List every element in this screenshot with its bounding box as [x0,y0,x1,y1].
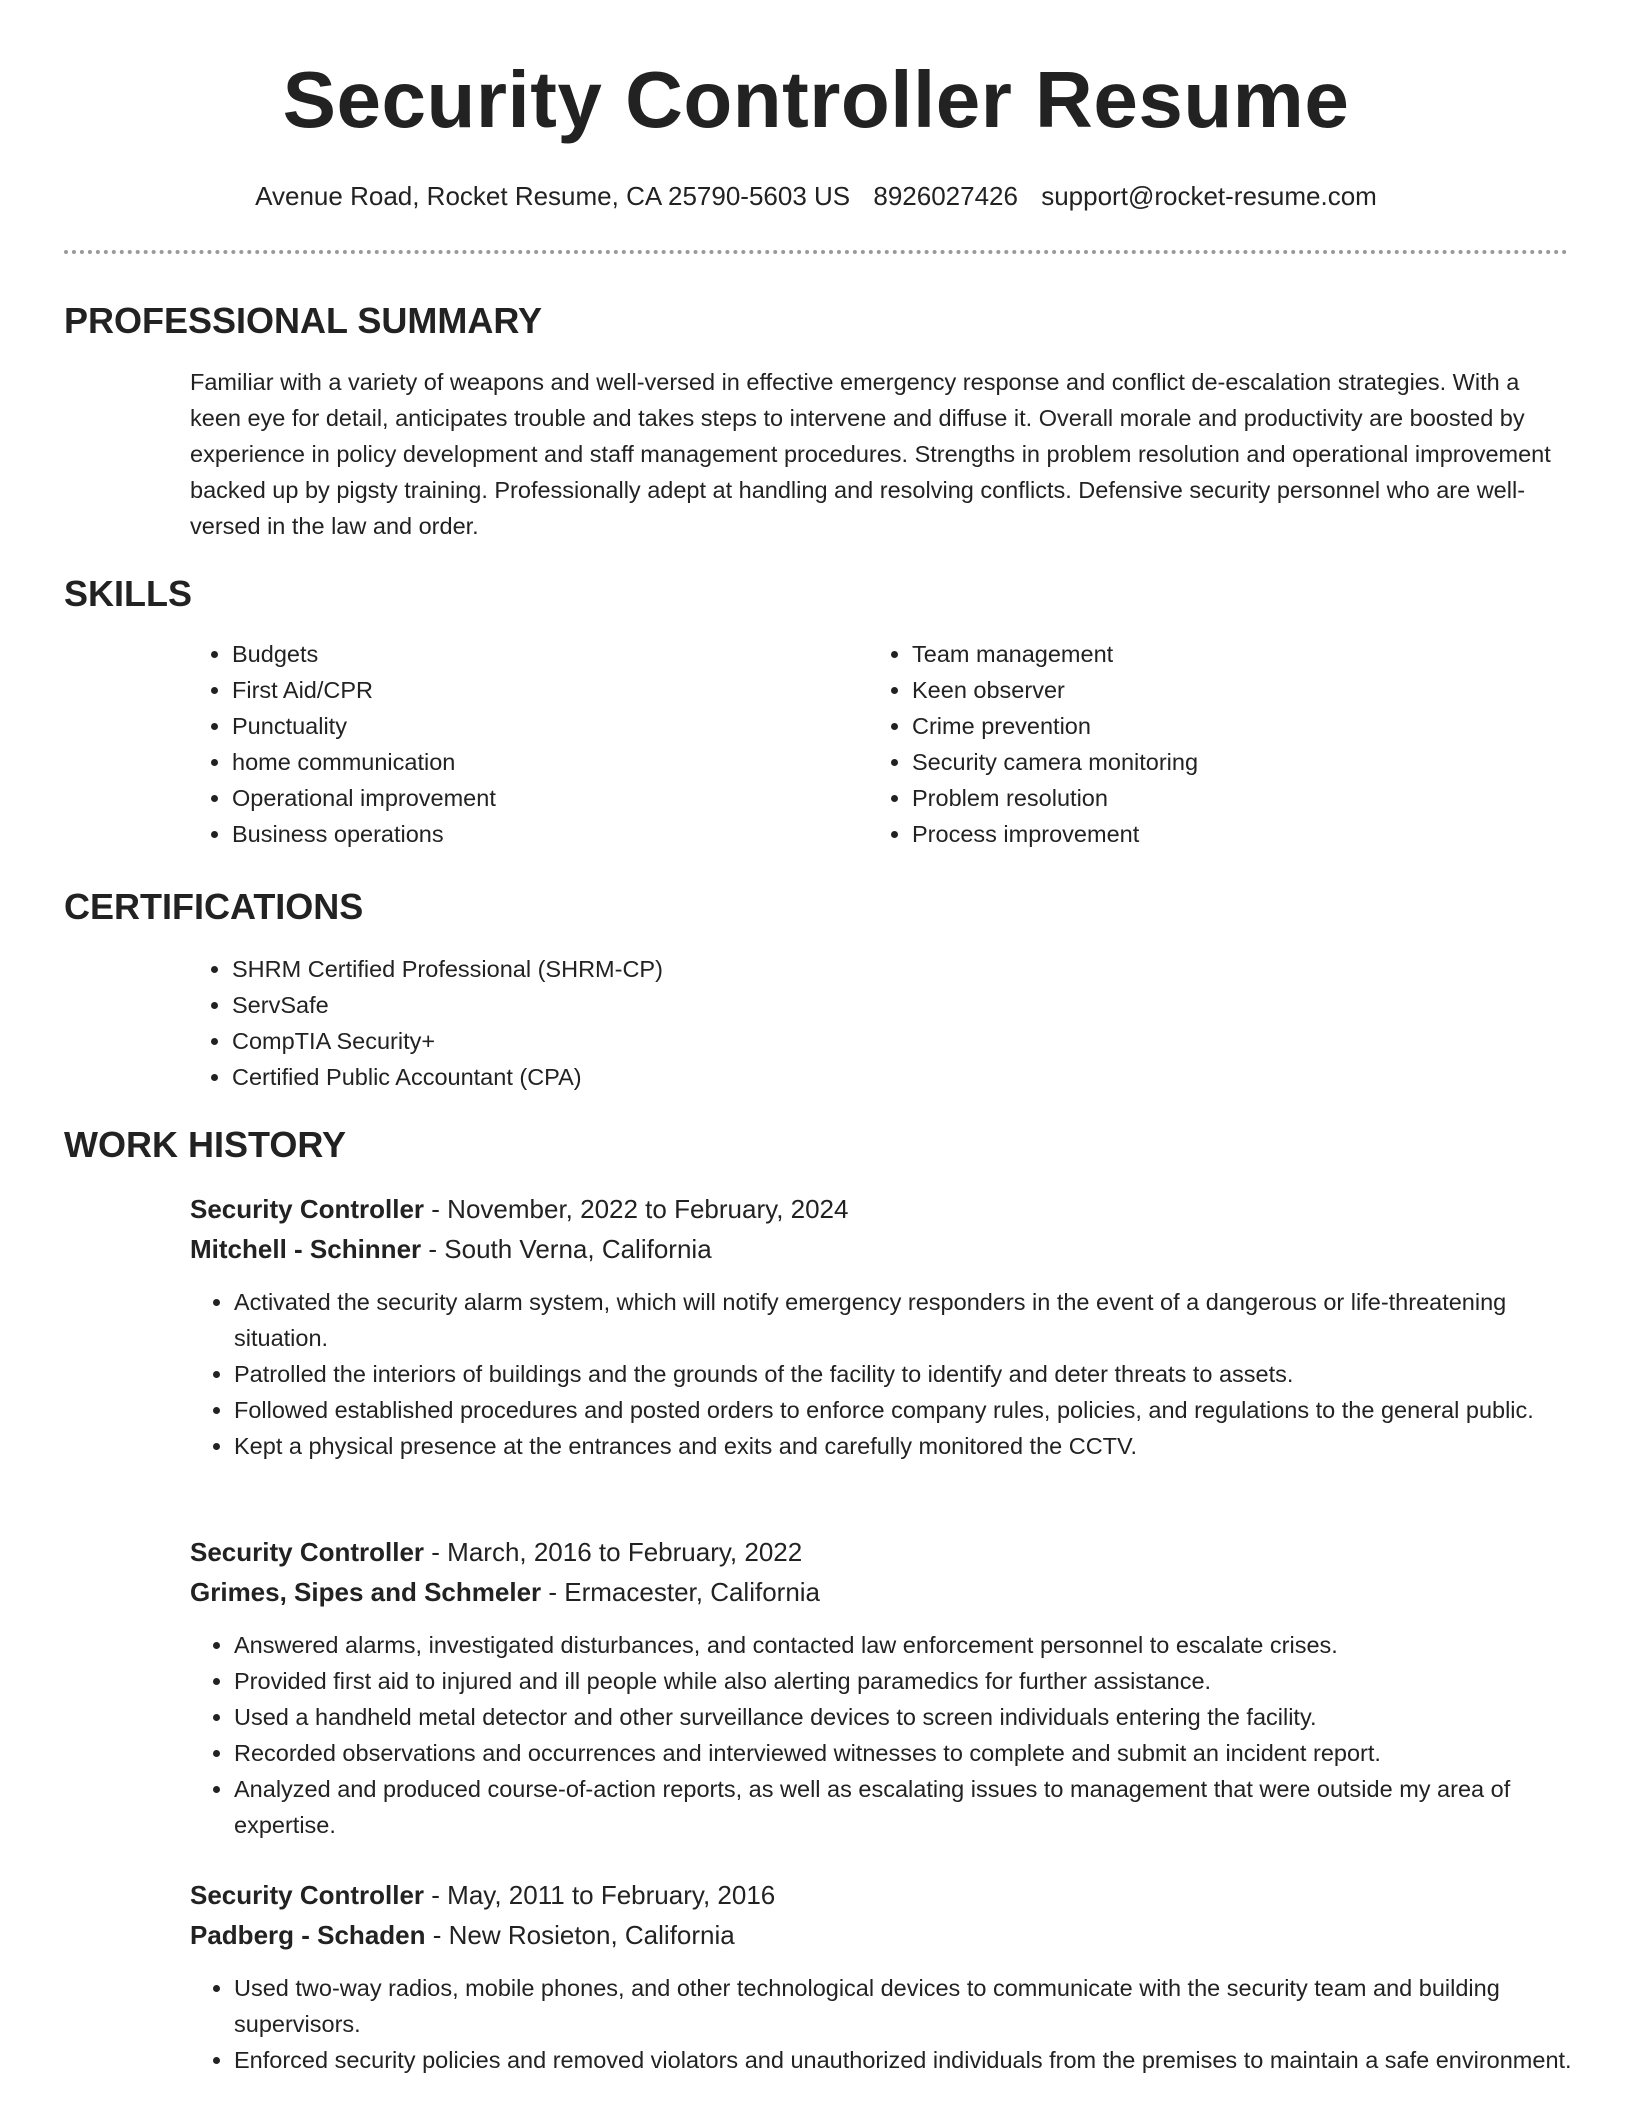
skill-item: • Process improvement [912,816,1508,852]
certifications-heading: CERTIFICATIONS [64,886,364,927]
contact-email: support@rocket-resume.com [1041,181,1377,211]
job-entry [190,1532,1570,1612]
job-company: Padberg - Schaden [190,1920,426,1950]
job-bullet: • Provided first aid to injured and ill people while also alerting paramedics for further assistance. [234,1663,1580,1699]
skills-column-right [868,636,1508,852]
job-bullets [190,1284,1580,1464]
job-title: Security Controller [190,1194,425,1224]
job-dates: - March, 2016 to February, 2022 [424,1537,803,1567]
job-location: - New Rosieton, California [425,1920,735,1950]
job-location: - South Verna, California [421,1234,712,1264]
job-bullets [190,1627,1580,1843]
header-divider [64,250,1568,254]
skill-item: • Budgets [232,636,828,672]
job-bullet: • Used a handheld metal detector and other surveillance devices to screen individuals entering the facility. [234,1699,1580,1735]
job-bullet: • Recorded observations and occurrences and interviewed witnesses to complete and submit an incident report. [234,1735,1580,1771]
job-title-line [190,1189,1570,1229]
skills-column-left [188,636,828,852]
skill-item: • home communication [232,744,828,780]
skill-item: • Team management [912,636,1508,672]
page-title: Security Controller Resume [282,55,1350,144]
certification-item: • CompTIA Security+ [232,1023,1568,1059]
job-dates: - May, 2011 to February, 2016 [424,1880,776,1910]
job-title-line [190,1875,1570,1915]
skill-item: • Crime prevention [912,708,1508,744]
skill-item: • Security camera monitoring [912,744,1508,780]
job-bullet: • Followed established procedures and posted orders to enforce company rules, policies, and regulations to the general public. [234,1392,1580,1428]
job-company: Mitchell - Schinner [190,1234,422,1264]
skill-item: • Business operations [232,816,828,852]
skill-item: • Operational improvement [232,780,828,816]
job-bullet: • Activated the security alarm system, which will notify emergency responders in the event of a dangerous or life-threatening situation. [234,1284,1580,1356]
job-title: Security Controller [190,1537,425,1567]
skill-item: • Keen observer [912,672,1508,708]
certification-item: • SHRM Certified Professional (SHRM-CP) [232,951,1568,987]
job-location: - Ermacester, California [541,1577,821,1607]
job-company-line [190,1229,1570,1269]
job-bullets [190,1970,1580,2078]
job-dates: - November, 2022 to February, 2024 [424,1194,849,1224]
skill-item: • Punctuality [232,708,828,744]
job-company: Grimes, Sipes and Schmeler [190,1577,542,1607]
contact-address: Avenue Road, Rocket Resume, CA 25790-5603 US [255,181,851,211]
job-entry [190,1189,1570,1269]
contact-phone: 8926027426 [873,181,1018,211]
summary-text: Familiar with a variety of weapons and well-versed in effective emergency response and conflict de-escalation strategies. With a keen eye for detail, anticipates trouble and takes steps to intervene and diffuse it. Overall morale and productivity are boosted by experience in policy development and staff management procedures. Strengths in problem resolution and operational improvement backed up by pigsty training. Professionally adept at handling and resolving conflicts. Defensive security personnel who are well-versed in the law and order. [190,369,1551,539]
job-entry [190,1875,1570,1955]
skills-heading: SKILLS [64,573,193,614]
job-bullet: • Kept a physical presence at the entrances and exits and carefully monitored the CCTV. [234,1428,1580,1464]
job-title: Security Controller [190,1880,425,1910]
contact-line [0,181,1632,212]
certification-item: • ServSafe [232,987,1568,1023]
certification-item: • Certified Public Accountant (CPA) [232,1059,1568,1095]
job-company-line [190,1915,1570,1955]
job-bullet: • Answered alarms, investigated disturbances, and contacted law enforcement personnel to escalate crises. [234,1627,1580,1663]
job-title-line [190,1532,1570,1572]
summary-heading: PROFESSIONAL SUMMARY [64,300,543,341]
job-company-line [190,1572,1570,1612]
skill-item: • Problem resolution [912,780,1508,816]
job-bullet: • Patrolled the interiors of buildings and the grounds of the facility to identify and deter threats to assets. [234,1356,1580,1392]
job-bullet: • Enforced security policies and removed violators and unauthorized individuals from the premises to maintain a safe environment. [234,2042,1580,2078]
work-history-heading: WORK HISTORY [64,1124,347,1165]
skill-item: • First Aid/CPR [232,672,828,708]
job-bullet: • Used two-way radios, mobile phones, and other technological devices to communicate with the security team and building supervisors. [234,1970,1580,2042]
job-bullet: • Analyzed and produced course-of-action reports, as well as escalating issues to management that were outside my area of expertise. [234,1771,1580,1843]
certifications-list [188,951,1568,1095]
